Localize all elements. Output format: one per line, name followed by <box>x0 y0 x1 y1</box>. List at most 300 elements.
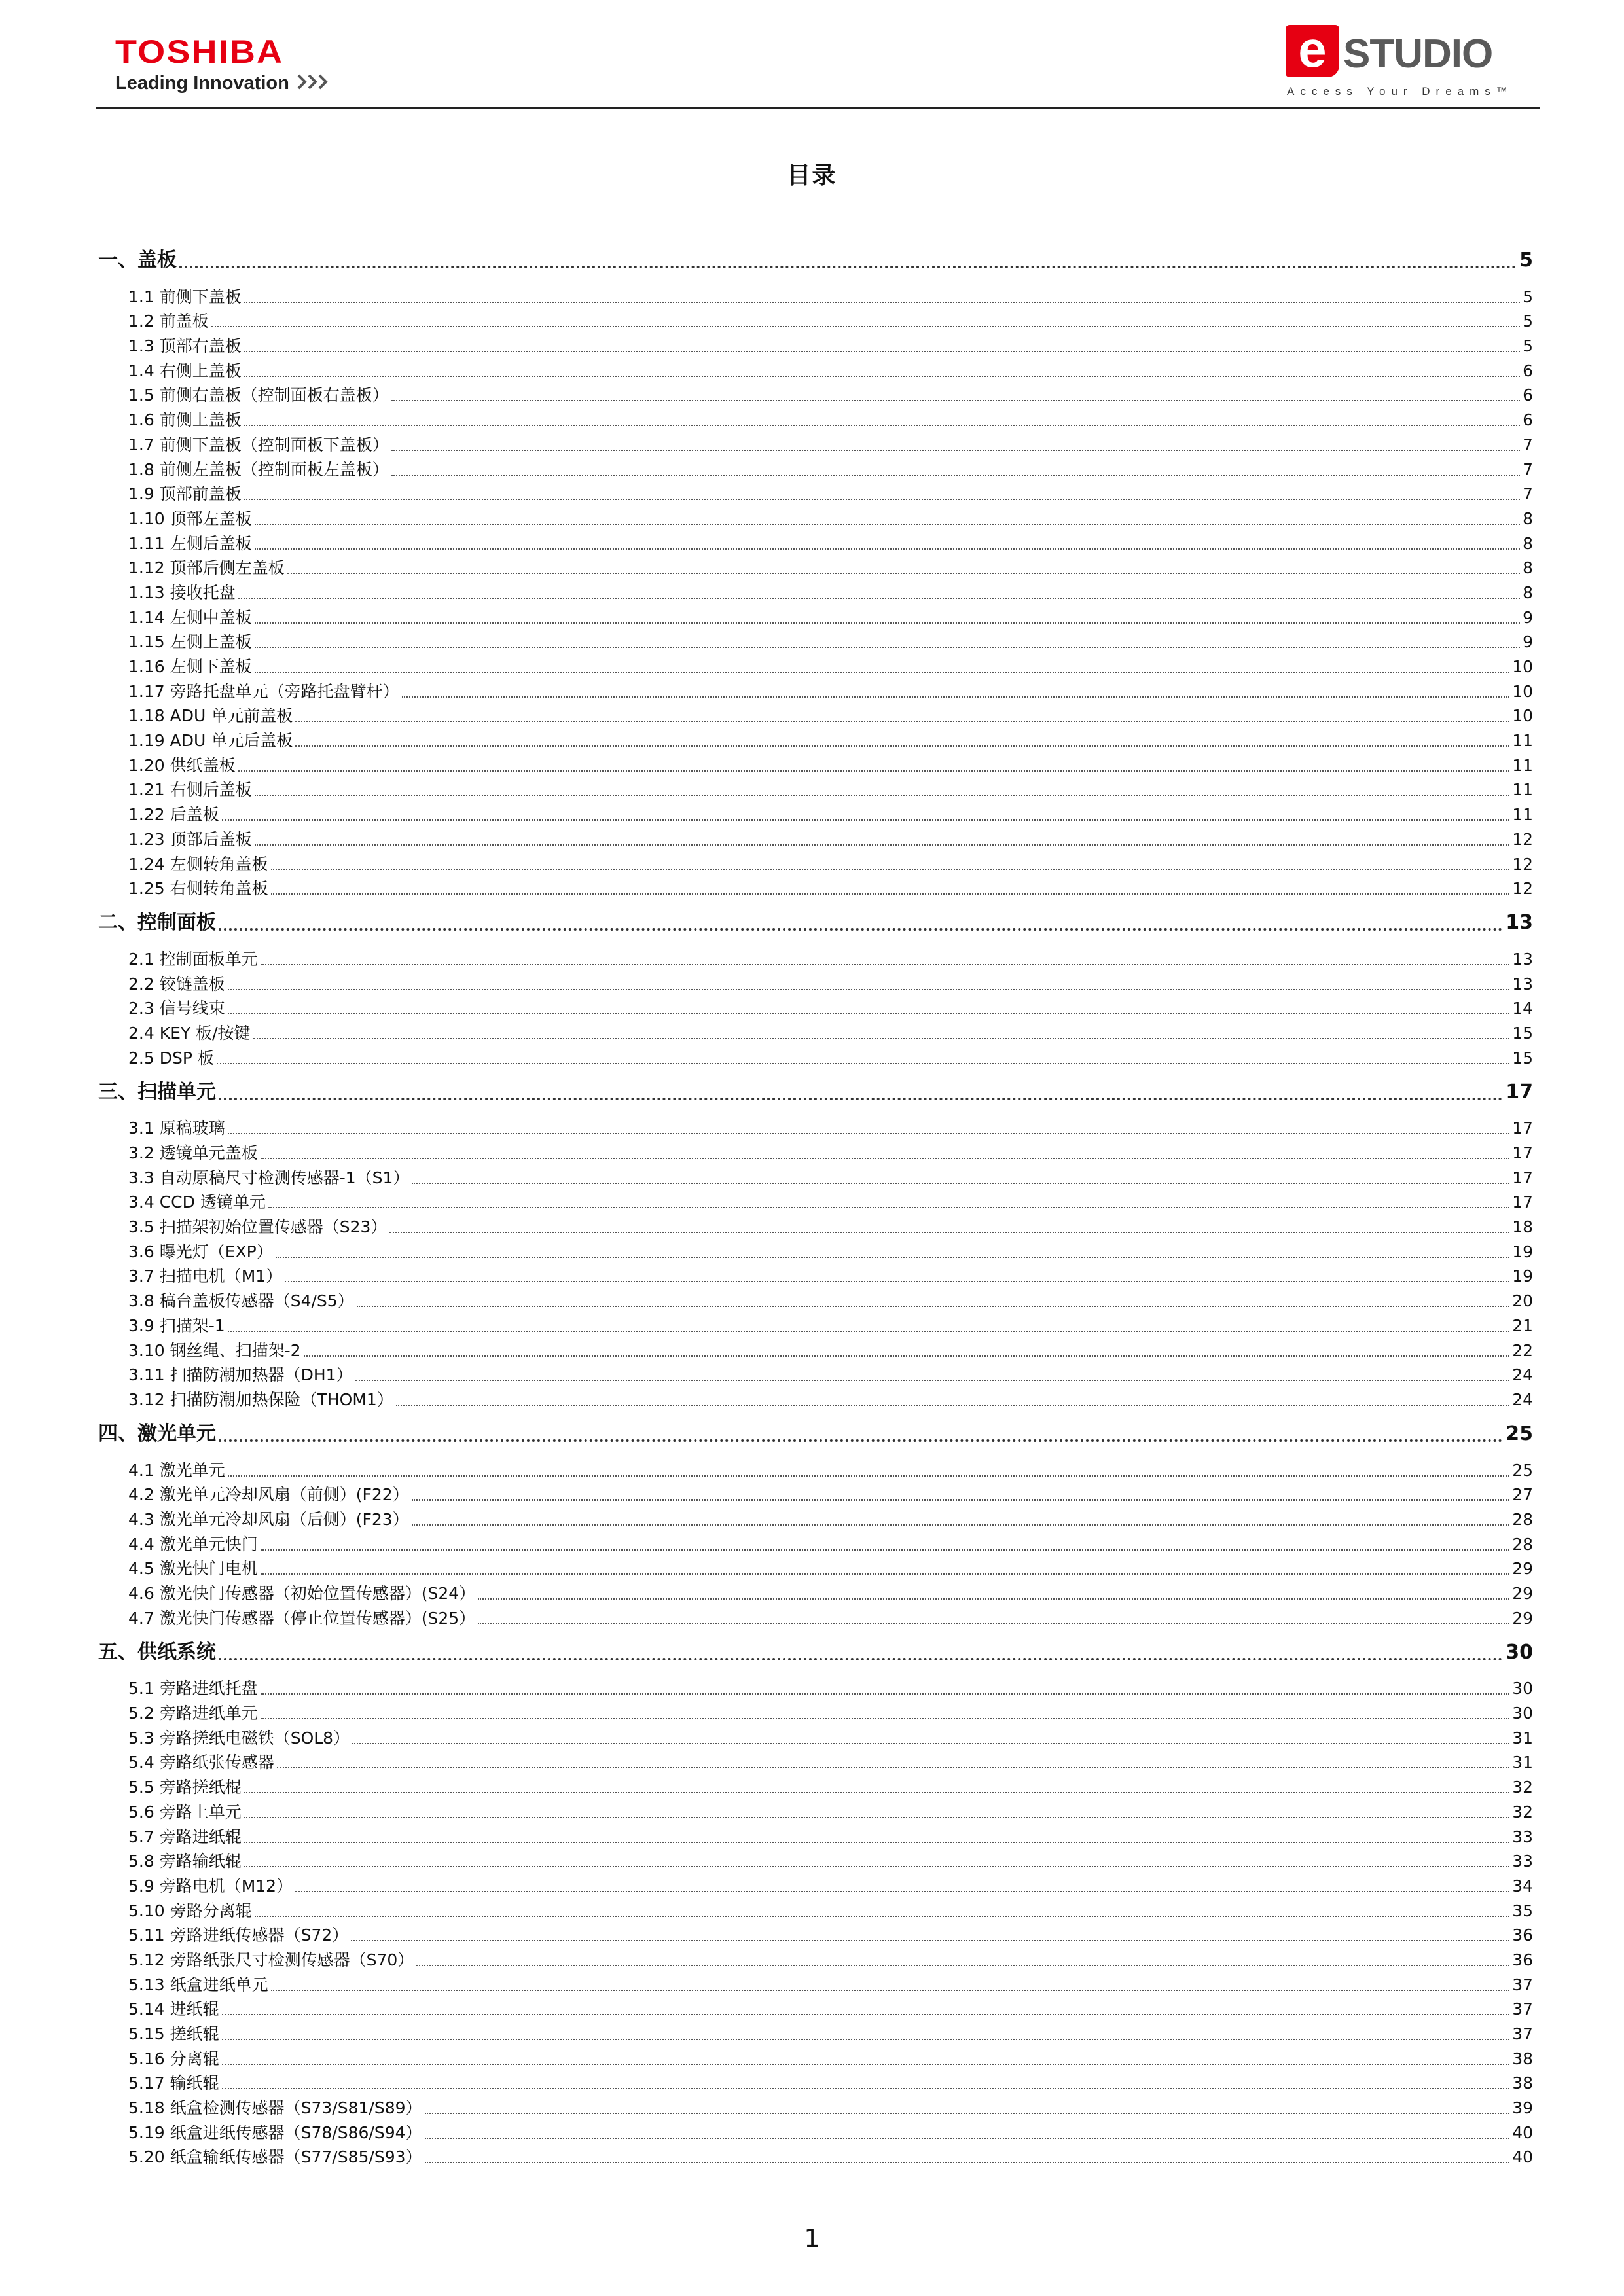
entry-page-number: 13 <box>1512 949 1533 969</box>
toc-entry[interactable] <box>128 946 1533 971</box>
entry-title: 5.2 旁路进纸单元 <box>128 1704 258 1723</box>
entry-page-number: 11 <box>1512 780 1533 800</box>
dot-leader <box>425 2138 1510 2139</box>
toc-item-list <box>98 1458 1533 1630</box>
dot-leader <box>255 548 1520 550</box>
toc-entry[interactable] <box>128 1676 1533 1701</box>
toc-entry[interactable] <box>128 1190 1533 1215</box>
dot-leader <box>391 475 1520 476</box>
dot-leader <box>228 1331 1510 1332</box>
dot-leader <box>211 326 1520 327</box>
entry-page-number: 7 <box>1523 435 1533 454</box>
dot-leader <box>261 964 1509 965</box>
toc-entry[interactable] <box>128 383 1533 408</box>
toc-entry[interactable] <box>128 1264 1533 1289</box>
dot-leader <box>271 893 1510 895</box>
entry-page-number: 27 <box>1512 1485 1533 1505</box>
section-title: 一、盖板 <box>98 249 177 272</box>
entry-title: 1.25 右侧转角盖板 <box>128 879 268 899</box>
entry-page-number: 28 <box>1512 1509 1533 1529</box>
toc-section <box>98 1075 1533 1417</box>
dot-leader <box>352 1743 1509 1744</box>
entry-page-number: 5 <box>1523 336 1533 356</box>
toc-entry[interactable] <box>128 1313 1533 1338</box>
dot-leader <box>295 1891 1509 1892</box>
entry-title: 5.8 旁路输纸辊 <box>128 1852 242 1871</box>
entry-title: 3.7 扫描电机（M1） <box>128 1266 283 1286</box>
entry-title: 5.3 旁路搓纸电磁铁（SOL8） <box>128 1728 350 1748</box>
toc-entry[interactable] <box>128 1458 1533 1482</box>
entry-page-number: 14 <box>1512 999 1533 1018</box>
dot-leader <box>412 1499 1510 1501</box>
toc-entry[interactable] <box>128 482 1533 507</box>
dot-leader <box>228 989 1509 990</box>
toc-entry[interactable] <box>128 1363 1533 1388</box>
dot-leader <box>261 1693 1509 1695</box>
entry-title: 1.23 顶部后盖板 <box>128 829 252 849</box>
entry-title: 1.4 右侧上盖板 <box>128 361 242 380</box>
toc-entry[interactable] <box>128 2071 1533 2096</box>
entry-page-number: 38 <box>1512 2049 1533 2068</box>
entry-title: 1.7 前侧下盖板（控制面板下盖板） <box>128 435 389 454</box>
dot-leader <box>425 2113 1510 2114</box>
header-divider <box>96 107 1540 109</box>
entry-title: 3.12 扫描防潮加热保险（THOM1） <box>128 1390 393 1409</box>
dot-leader <box>412 1183 1509 1184</box>
entry-page-number: 17 <box>1512 1168 1533 1187</box>
toc-entry[interactable] <box>128 1239 1533 1264</box>
dot-leader <box>287 573 1520 574</box>
entry-title: 1.24 左侧转角盖板 <box>128 854 268 874</box>
dot-leader <box>255 622 1520 624</box>
entry-page-number: 31 <box>1512 1728 1533 1748</box>
dot-leader <box>416 1965 1509 1966</box>
toc-entry[interactable] <box>128 2046 1533 2071</box>
entry-title: 2.3 信号线束 <box>128 999 225 1018</box>
entry-page-number: 37 <box>1512 1975 1533 1994</box>
entry-title: 4.7 激光快门传感器（停止位置传感器）(S25） <box>128 1608 476 1628</box>
dot-leader <box>351 1940 1509 1941</box>
entry-title: 5.5 旁路搓纸棍 <box>128 1778 242 1797</box>
entry-page-number: 8 <box>1523 533 1533 553</box>
toc-item-list <box>98 1116 1533 1412</box>
entry-title: 3.10 钢丝绳、扫描架-2 <box>128 1340 301 1360</box>
toc-entry[interactable] <box>128 704 1533 728</box>
toc-entry[interactable] <box>128 1824 1533 1849</box>
entry-title: 5.17 输纸辊 <box>128 2073 219 2093</box>
toc-entry[interactable] <box>128 1873 1533 1898</box>
entry-title: 1.18 ADU 单元前盖板 <box>128 706 293 726</box>
toc-entry[interactable] <box>128 506 1533 531</box>
toc-entry[interactable] <box>128 996 1533 1021</box>
toc-item-list <box>98 946 1533 1069</box>
entry-title: 1.20 供纸盖板 <box>128 755 236 775</box>
toc-section <box>98 1417 1533 1636</box>
entry-page-number: 29 <box>1512 1559 1533 1579</box>
toc-entry[interactable] <box>128 2120 1533 2145</box>
entry-title: 1.21 右侧后盖板 <box>128 780 252 800</box>
dot-leader <box>295 745 1509 747</box>
dot-leader <box>355 1380 1510 1381</box>
entry-page-number: 11 <box>1512 805 1533 825</box>
dot-leader <box>222 2088 1510 2089</box>
entry-title: 3.8 稿台盖板传感器（S4/S5） <box>128 1291 354 1311</box>
entry-title: 2.4 KEY 板/按键 <box>128 1023 251 1043</box>
toc-entry[interactable] <box>128 284 1533 309</box>
toshiba-logo <box>115 34 334 94</box>
dot-leader <box>389 1232 1509 1233</box>
toc-entry[interactable] <box>128 1288 1533 1313</box>
dot-leader <box>255 1916 1510 1917</box>
estudio-e-mark: e <box>1286 25 1339 77</box>
entry-page-number: 20 <box>1512 1291 1533 1311</box>
section-page-number: 13 <box>1506 911 1533 935</box>
entry-page-number: 12 <box>1512 879 1533 899</box>
section-page-number: 17 <box>1506 1080 1533 1103</box>
entry-page-number: 11 <box>1512 731 1533 751</box>
entry-title: 5.14 进纸辊 <box>128 2000 219 2019</box>
entry-title: 5.9 旁路电机（M12） <box>128 1876 293 1895</box>
toc-item-list <box>98 284 1533 901</box>
entry-title: 1.3 顶部右盖板 <box>128 336 242 356</box>
brand-name: TOSHIBA <box>115 33 284 70</box>
toc-entry[interactable] <box>128 1338 1533 1363</box>
dot-leader <box>478 1598 1509 1600</box>
section-title: 二、控制面板 <box>98 911 216 935</box>
dot-leader <box>261 1573 1509 1575</box>
entry-page-number: 19 <box>1512 1242 1533 1261</box>
dot-leader <box>271 869 1510 870</box>
dot-leader <box>304 1355 1510 1357</box>
dot-leader <box>261 1549 1509 1551</box>
estudio-logo <box>1286 20 1521 110</box>
entry-title: 3.3 自动原稿尺寸检测传感器-1（S1） <box>128 1168 410 1187</box>
entry-title: 3.1 原稿玻璃 <box>128 1119 225 1138</box>
entry-title: 4.4 激光单元快门 <box>128 1534 258 1554</box>
entry-page-number: 15 <box>1512 1048 1533 1067</box>
dot-leader <box>179 266 1517 268</box>
toc-entry[interactable] <box>128 827 1533 852</box>
entry-page-number: 33 <box>1512 1827 1533 1846</box>
entry-title: 4.1 激光单元 <box>128 1460 225 1480</box>
dot-leader <box>255 844 1510 846</box>
dot-leader <box>253 1038 1510 1039</box>
entry-page-number: 33 <box>1512 1852 1533 1871</box>
dot-leader <box>396 1405 1509 1406</box>
dot-leader <box>222 819 1510 821</box>
entry-title: 5.7 旁路进纸辊 <box>128 1827 242 1846</box>
entry-title: 1.22 后盖板 <box>128 805 219 825</box>
entry-page-number: 40 <box>1512 2147 1533 2167</box>
dot-leader <box>238 770 1510 772</box>
entry-title: 2.5 DSP 板 <box>128 1048 214 1067</box>
entry-page-number: 8 <box>1523 583 1533 602</box>
entry-page-number: 29 <box>1512 1608 1533 1628</box>
entry-page-number: 32 <box>1512 1802 1533 1821</box>
dot-leader <box>425 2162 1510 2163</box>
toc-entry[interactable] <box>128 654 1533 679</box>
entry-title: 1.5 前侧右盖板（控制面板右盖板） <box>128 386 389 405</box>
dot-leader <box>219 928 1503 931</box>
toc-section <box>98 1636 1533 2175</box>
toc-entry[interactable] <box>128 1116 1533 1141</box>
dot-leader <box>478 1623 1509 1624</box>
dot-leader <box>244 1842 1509 1843</box>
toc-entry[interactable] <box>128 1556 1533 1581</box>
entry-title: 3.5 扫描架初始位置传感器（S23） <box>128 1217 388 1237</box>
toc-entry[interactable] <box>128 2145 1533 2170</box>
toc-entry[interactable] <box>128 971 1533 996</box>
entry-title: 2.2 铰链盖板 <box>128 974 225 994</box>
toc-entry[interactable] <box>128 1923 1533 1948</box>
entry-page-number: 10 <box>1512 706 1533 726</box>
page-header <box>0 0 1624 111</box>
section-title: 四、激光单元 <box>98 1422 216 1445</box>
toc-entry[interactable] <box>128 580 1533 605</box>
entry-page-number: 8 <box>1523 509 1533 528</box>
entry-page-number: 17 <box>1512 1119 1533 1138</box>
entry-title: 1.14 左侧中盖板 <box>128 607 252 627</box>
dot-leader <box>255 795 1510 796</box>
dot-leader <box>255 672 1510 673</box>
dot-leader <box>271 1990 1510 1991</box>
toc-entry[interactable] <box>128 1045 1533 1070</box>
entry-page-number: 22 <box>1512 1340 1533 1360</box>
toc-entry[interactable] <box>128 1997 1533 2022</box>
entry-title: 4.5 激光快门电机 <box>128 1559 258 1579</box>
toc-entry[interactable] <box>128 1387 1533 1412</box>
entry-page-number: 5 <box>1523 312 1533 331</box>
toc-entry[interactable] <box>128 1482 1533 1507</box>
dot-leader <box>219 1658 1503 1660</box>
entry-page-number: 12 <box>1512 829 1533 849</box>
toc-entry[interactable] <box>128 728 1533 753</box>
dot-leader <box>228 1013 1509 1014</box>
dot-leader <box>228 1133 1509 1134</box>
toc-entry[interactable] <box>128 852 1533 876</box>
toc-entry[interactable] <box>128 1774 1533 1799</box>
entry-title: 1.13 接收托盘 <box>128 583 236 602</box>
entry-page-number: 21 <box>1512 1316 1533 1335</box>
toc-entry[interactable] <box>128 630 1533 655</box>
estudio-slogan: Access Your Dreams™ <box>1287 85 1513 98</box>
toc-entry[interactable] <box>128 407 1533 432</box>
toc-section-heading[interactable] <box>98 1636 1533 1670</box>
entry-page-number: 11 <box>1512 755 1533 775</box>
entry-title: 1.11 左侧后盖板 <box>128 533 252 553</box>
entry-title: 3.11 扫描防潮加热器（DH1） <box>128 1365 353 1385</box>
dot-leader <box>244 302 1520 303</box>
entry-title: 3.6 曝光灯（EXP） <box>128 1242 273 1261</box>
toc-entry[interactable] <box>128 1165 1533 1190</box>
entry-title: 5.10 旁路分离辊 <box>128 1901 252 1920</box>
toc-entry[interactable] <box>128 876 1533 901</box>
toc-entry[interactable] <box>128 2095 1533 2120</box>
entry-page-number: 38 <box>1512 2073 1533 2093</box>
toc-entry[interactable] <box>128 309 1533 334</box>
entry-page-number: 31 <box>1512 1753 1533 1772</box>
page-title: 目录 <box>787 162 837 189</box>
entry-title: 1.17 旁路托盘单元（旁路托盘臂杆） <box>128 681 399 701</box>
dot-leader <box>295 721 1509 722</box>
dot-leader <box>219 1098 1503 1100</box>
toc-entry[interactable] <box>128 531 1533 556</box>
entry-title: 2.1 控制面板单元 <box>128 949 258 969</box>
entry-page-number: 6 <box>1523 410 1533 430</box>
dot-leader <box>268 1207 1509 1208</box>
page-number: 1 <box>804 2224 820 2253</box>
entry-title: 1.15 左侧上盖板 <box>128 632 252 652</box>
entry-page-number: 12 <box>1512 854 1533 874</box>
entry-page-number: 15 <box>1512 1023 1533 1043</box>
entry-page-number: 10 <box>1512 681 1533 701</box>
toc-entry[interactable] <box>128 432 1533 457</box>
dot-leader <box>222 2064 1510 2065</box>
toc-entry[interactable] <box>128 1898 1533 1923</box>
dot-leader <box>228 1475 1509 1477</box>
toc-entry[interactable] <box>128 1214 1533 1239</box>
entry-page-number: 28 <box>1512 1534 1533 1554</box>
toc-entry[interactable] <box>128 1605 1533 1630</box>
entry-title: 1.1 前侧下盖板 <box>128 287 242 306</box>
entry-title: 4.6 激光快门传感器（初始位置传感器）(S24） <box>128 1584 476 1603</box>
section-page-number: 5 <box>1519 249 1533 272</box>
toc-section-heading[interactable] <box>98 1417 1533 1451</box>
toc-entry[interactable] <box>128 802 1533 827</box>
toc-entry[interactable] <box>128 1581 1533 1605</box>
toc-entry[interactable] <box>128 2021 1533 2046</box>
entry-page-number: 39 <box>1512 2098 1533 2118</box>
entry-title: 1.9 顶部前盖板 <box>128 484 242 504</box>
toc-entry[interactable] <box>128 333 1533 358</box>
dot-leader <box>285 1281 1509 1282</box>
entry-page-number: 30 <box>1512 1704 1533 1723</box>
brand-tagline: Leading Innovation <box>115 73 289 94</box>
dot-leader <box>238 598 1520 599</box>
entry-title: 5.13 纸盒进纸单元 <box>128 1975 268 1994</box>
entry-title: 3.2 透镜单元盖板 <box>128 1143 258 1162</box>
dot-leader <box>222 2014 1510 2015</box>
entry-title: 5.20 纸盒输纸传感器（S77/S85/S93） <box>128 2147 422 2167</box>
entry-page-number: 17 <box>1512 1143 1533 1162</box>
dot-leader <box>391 400 1520 401</box>
toc-entry[interactable] <box>128 778 1533 802</box>
dot-leader <box>219 1439 1503 1442</box>
section-page-number: 25 <box>1506 1422 1533 1445</box>
entry-title: 5.11 旁路进纸传感器（S72） <box>128 1926 349 1945</box>
toc-section <box>98 243 1533 906</box>
entry-page-number: 7 <box>1523 459 1533 479</box>
entry-title: 1.12 顶部后侧左盖板 <box>128 558 285 578</box>
entry-title: 3.9 扫描架-1 <box>128 1316 225 1335</box>
toc-entry[interactable] <box>128 1700 1533 1725</box>
entry-page-number: 6 <box>1523 361 1533 380</box>
entry-page-number: 18 <box>1512 1217 1533 1237</box>
toc-entry[interactable] <box>128 1849 1533 1874</box>
entry-page-number: 35 <box>1512 1901 1533 1920</box>
entry-page-number: 25 <box>1512 1460 1533 1480</box>
entry-page-number: 5 <box>1523 287 1533 306</box>
table-of-contents <box>98 243 1533 2174</box>
dot-leader <box>277 1767 1509 1768</box>
toc-section-heading[interactable] <box>98 243 1533 278</box>
entry-page-number: 10 <box>1512 657 1533 676</box>
dot-leader <box>244 1817 1509 1818</box>
dot-leader <box>255 524 1520 525</box>
toc-entry[interactable] <box>128 679 1533 704</box>
section-title: 三、扫描单元 <box>98 1080 216 1103</box>
entry-page-number: 30 <box>1512 1679 1533 1698</box>
entry-title: 1.8 前侧左盖板（控制面板左盖板） <box>128 459 389 479</box>
toc-entry[interactable] <box>128 556 1533 581</box>
dot-leader <box>357 1306 1510 1307</box>
toc-entry[interactable] <box>128 1532 1533 1556</box>
entry-page-number: 36 <box>1512 1950 1533 1969</box>
dot-leader <box>244 1866 1509 1867</box>
entry-title: 5.1 旁路进纸托盘 <box>128 1679 258 1698</box>
entry-page-number: 17 <box>1512 1193 1533 1212</box>
entry-title: 5.18 纸盒检测传感器（S73/S81/S89） <box>128 2098 422 2118</box>
entry-title: 5.19 纸盒进纸传感器（S78/S86/S94） <box>128 2123 422 2142</box>
entry-title: 1.10 顶部左盖板 <box>128 509 252 528</box>
dot-leader <box>402 696 1510 698</box>
entry-page-number: 8 <box>1523 558 1533 578</box>
entry-page-number: 19 <box>1512 1266 1533 1286</box>
entry-title: 5.4 旁路纸张传感器 <box>128 1753 274 1772</box>
toc-entry[interactable] <box>128 1799 1533 1824</box>
entry-page-number: 9 <box>1523 607 1533 627</box>
entry-title: 1.2 前盖板 <box>128 312 209 331</box>
entry-page-number: 34 <box>1512 1876 1533 1895</box>
dot-leader <box>261 1158 1509 1159</box>
entry-title: 1.6 前侧上盖板 <box>128 410 242 430</box>
toc-entry[interactable] <box>128 753 1533 778</box>
entry-title: 4.3 激光单元冷却风扇（后侧）(F23） <box>128 1509 409 1529</box>
toc-entry[interactable] <box>128 1972 1533 1997</box>
dot-leader <box>412 1524 1510 1526</box>
dot-leader <box>391 450 1520 451</box>
toc-entry[interactable] <box>128 1020 1533 1045</box>
entry-page-number: 36 <box>1512 1926 1533 1945</box>
toc-item-list <box>98 1676 1533 2170</box>
section-title: 五、供纸系统 <box>98 1640 216 1664</box>
toc-section-heading[interactable] <box>98 1075 1533 1109</box>
entry-page-number: 9 <box>1523 632 1533 652</box>
chevrons-icon <box>296 73 334 94</box>
dot-leader <box>255 647 1520 648</box>
dot-leader <box>261 1718 1509 1719</box>
toc-entry[interactable] <box>128 358 1533 383</box>
entry-title: 5.12 旁路纸张尺寸检测传感器（S70） <box>128 1950 414 1969</box>
entry-title: 3.4 CCD 透镜单元 <box>128 1193 266 1212</box>
toc-entry[interactable] <box>128 1947 1533 1972</box>
section-page-number: 30 <box>1506 1640 1533 1664</box>
toc-entry[interactable] <box>128 1750 1533 1775</box>
entry-title: 1.19 ADU 单元后盖板 <box>128 731 293 751</box>
dot-leader <box>244 376 1520 377</box>
toc-entry[interactable] <box>128 457 1533 482</box>
toc-entry[interactable] <box>128 605 1533 630</box>
dot-leader <box>276 1257 1509 1258</box>
entry-page-number: 32 <box>1512 1778 1533 1797</box>
entry-page-number: 29 <box>1512 1584 1533 1603</box>
entry-title: 4.2 激光单元冷却风扇（前侧）(F22） <box>128 1485 409 1505</box>
toc-entry[interactable] <box>128 1725 1533 1750</box>
dot-leader <box>244 425 1520 426</box>
toc-section-heading[interactable] <box>98 906 1533 940</box>
toc-entry[interactable] <box>128 1140 1533 1165</box>
toc-entry[interactable] <box>128 1507 1533 1532</box>
